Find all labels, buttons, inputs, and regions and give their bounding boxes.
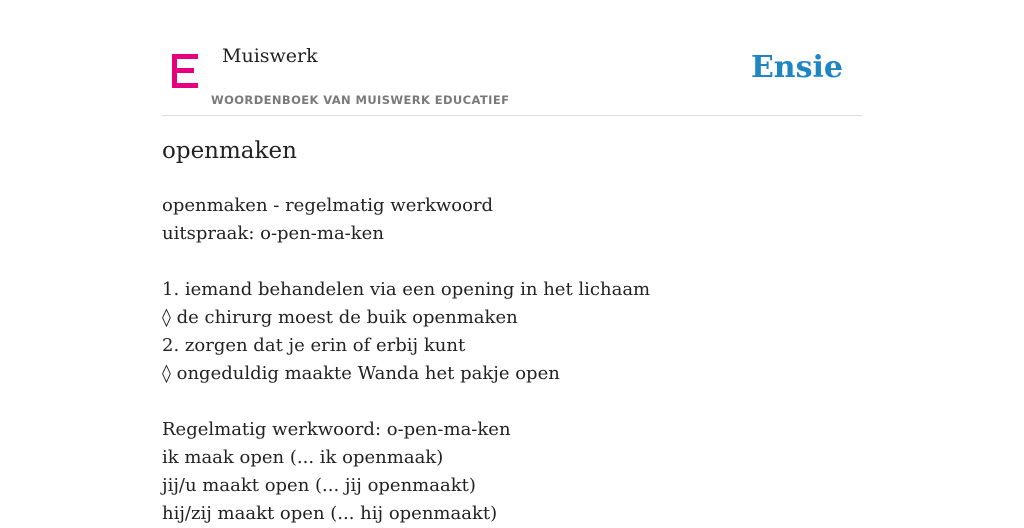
entry-line: 2. zorgen dat je erin of erbij kunt	[162, 335, 466, 356]
site-header	[162, 0, 862, 116]
page-content	[162, 0, 862, 524]
entry-line: ik maak open (... ik openmaak)	[162, 447, 444, 468]
entry-line: uitspraak: o-pen-ma-ken	[162, 223, 384, 244]
entry-line: Regelmatig werkwoord: o-pen-ma-ken	[162, 419, 511, 440]
entry-title: openmaken	[162, 138, 297, 164]
site-name[interactable]: Muiswerk	[222, 45, 318, 67]
muiswerk-logo-icon[interactable]	[172, 54, 200, 88]
entry-line	[162, 248, 650, 276]
entry-line: jij/u maakt open (... jij openmaakt)	[162, 475, 476, 496]
entry-line: hij/zij maakt open (... hij openmaakt)	[162, 503, 498, 524]
entry-line: ◊ ongeduldig maakte Wanda het pakje open	[162, 363, 560, 384]
entry-line	[162, 388, 650, 416]
site-subtitle: WOORDENBOEK VAN MUISWERK EDUCATIEF	[211, 93, 510, 107]
entry-line: openmaken - regelmatig werkwoord	[162, 195, 494, 216]
entry-line: ◊ de chirurg moest de buik openmaken	[162, 307, 518, 328]
ensie-logo[interactable]: Ensie	[750, 50, 843, 85]
entry-definition	[162, 192, 650, 528]
entry-line: 1. iemand behandelen via een opening in het lichaam	[162, 279, 651, 300]
